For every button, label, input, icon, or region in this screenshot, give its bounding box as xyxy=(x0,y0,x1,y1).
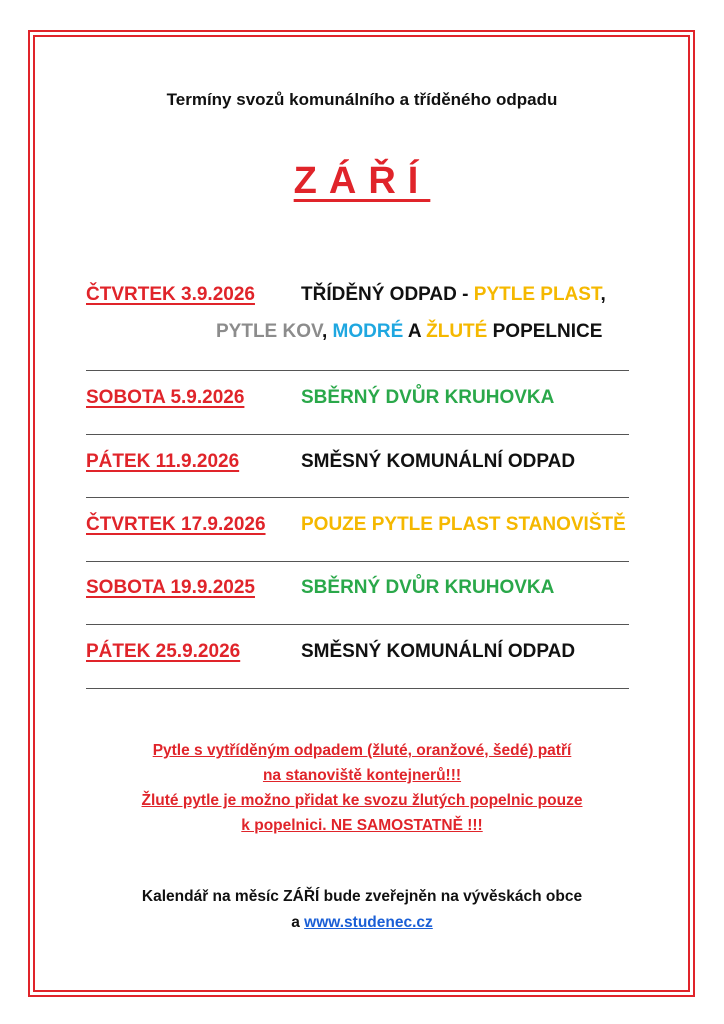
notice-block xyxy=(0,738,724,838)
website-link[interactable]: www.studenec.cz xyxy=(304,914,433,931)
schedule-description: SBĚRNÝ DVŮR KRUHOVKA xyxy=(301,387,555,408)
desc-part-kov: PYTLE KOV xyxy=(216,321,322,342)
notice-line: na stanoviště kontejnerů!!! xyxy=(262,767,462,784)
desc-part-modre: MODRÉ xyxy=(332,321,404,342)
notice-line: Žluté pytle je možno přidat ke svozu žlutých popelnic pouze xyxy=(141,792,583,809)
notice-line: k popelnici. NE SAMOSTATNĚ !!! xyxy=(241,817,483,834)
desc-part-plast: PYTLE PLAST xyxy=(473,284,601,305)
schedule-date: SOBOTA 19.9.2025 xyxy=(86,577,255,598)
row-divider xyxy=(86,434,629,435)
desc-part: TŘÍDĚNÝ ODPAD - xyxy=(301,284,474,305)
row-divider xyxy=(86,497,629,498)
desc-part: , xyxy=(600,284,606,305)
notice-line: Pytle s vytříděným odpadem (žluté, oranžové, šedé) patří xyxy=(152,742,572,759)
month-label: ZÁŘÍ xyxy=(293,160,431,202)
footer-link-line xyxy=(0,910,724,936)
desc-part: A xyxy=(403,321,427,342)
schedule-description xyxy=(301,284,606,306)
schedule-date: ČTVRTEK 17.9.2026 xyxy=(86,514,266,535)
desc-part: POPELNICE xyxy=(487,321,603,342)
schedule-description: SMĚSNÝ KOMUNÁLNÍ ODPAD xyxy=(301,641,576,662)
schedule-description: SMĚSNÝ KOMUNÁLNÍ ODPAD xyxy=(301,451,576,472)
month-heading xyxy=(0,160,724,203)
desc-part: , xyxy=(321,321,333,342)
row-divider xyxy=(86,561,629,562)
page-title: Termíny svozů komunálního a tříděného odpadu xyxy=(166,90,558,109)
schedule-date: PÁTEK 11.9.2026 xyxy=(86,451,240,472)
schedule-date: ČTVRTEK 3.9.2026 xyxy=(86,284,255,305)
footer xyxy=(0,884,724,936)
schedule-date: SOBOTA 5.9.2026 xyxy=(86,387,245,408)
row-divider xyxy=(86,370,629,371)
footer-text: Kalendář na měsíc ZÁŘÍ bude zveřejněn na vývěskách obce xyxy=(141,888,583,905)
schedule-description: POUZE PYTLE PLAST STANOVIŠTĚ xyxy=(301,514,626,535)
desc-part-zlute: ŽLUTÉ xyxy=(426,321,488,342)
footer-prefix: a xyxy=(291,914,305,931)
row-divider xyxy=(86,624,629,625)
schedule-description-line2 xyxy=(216,321,602,343)
schedule-date: PÁTEK 25.9.2026 xyxy=(86,641,241,662)
row-divider xyxy=(86,688,629,689)
schedule-description: SBĚRNÝ DVŮR KRUHOVKA xyxy=(301,577,555,598)
